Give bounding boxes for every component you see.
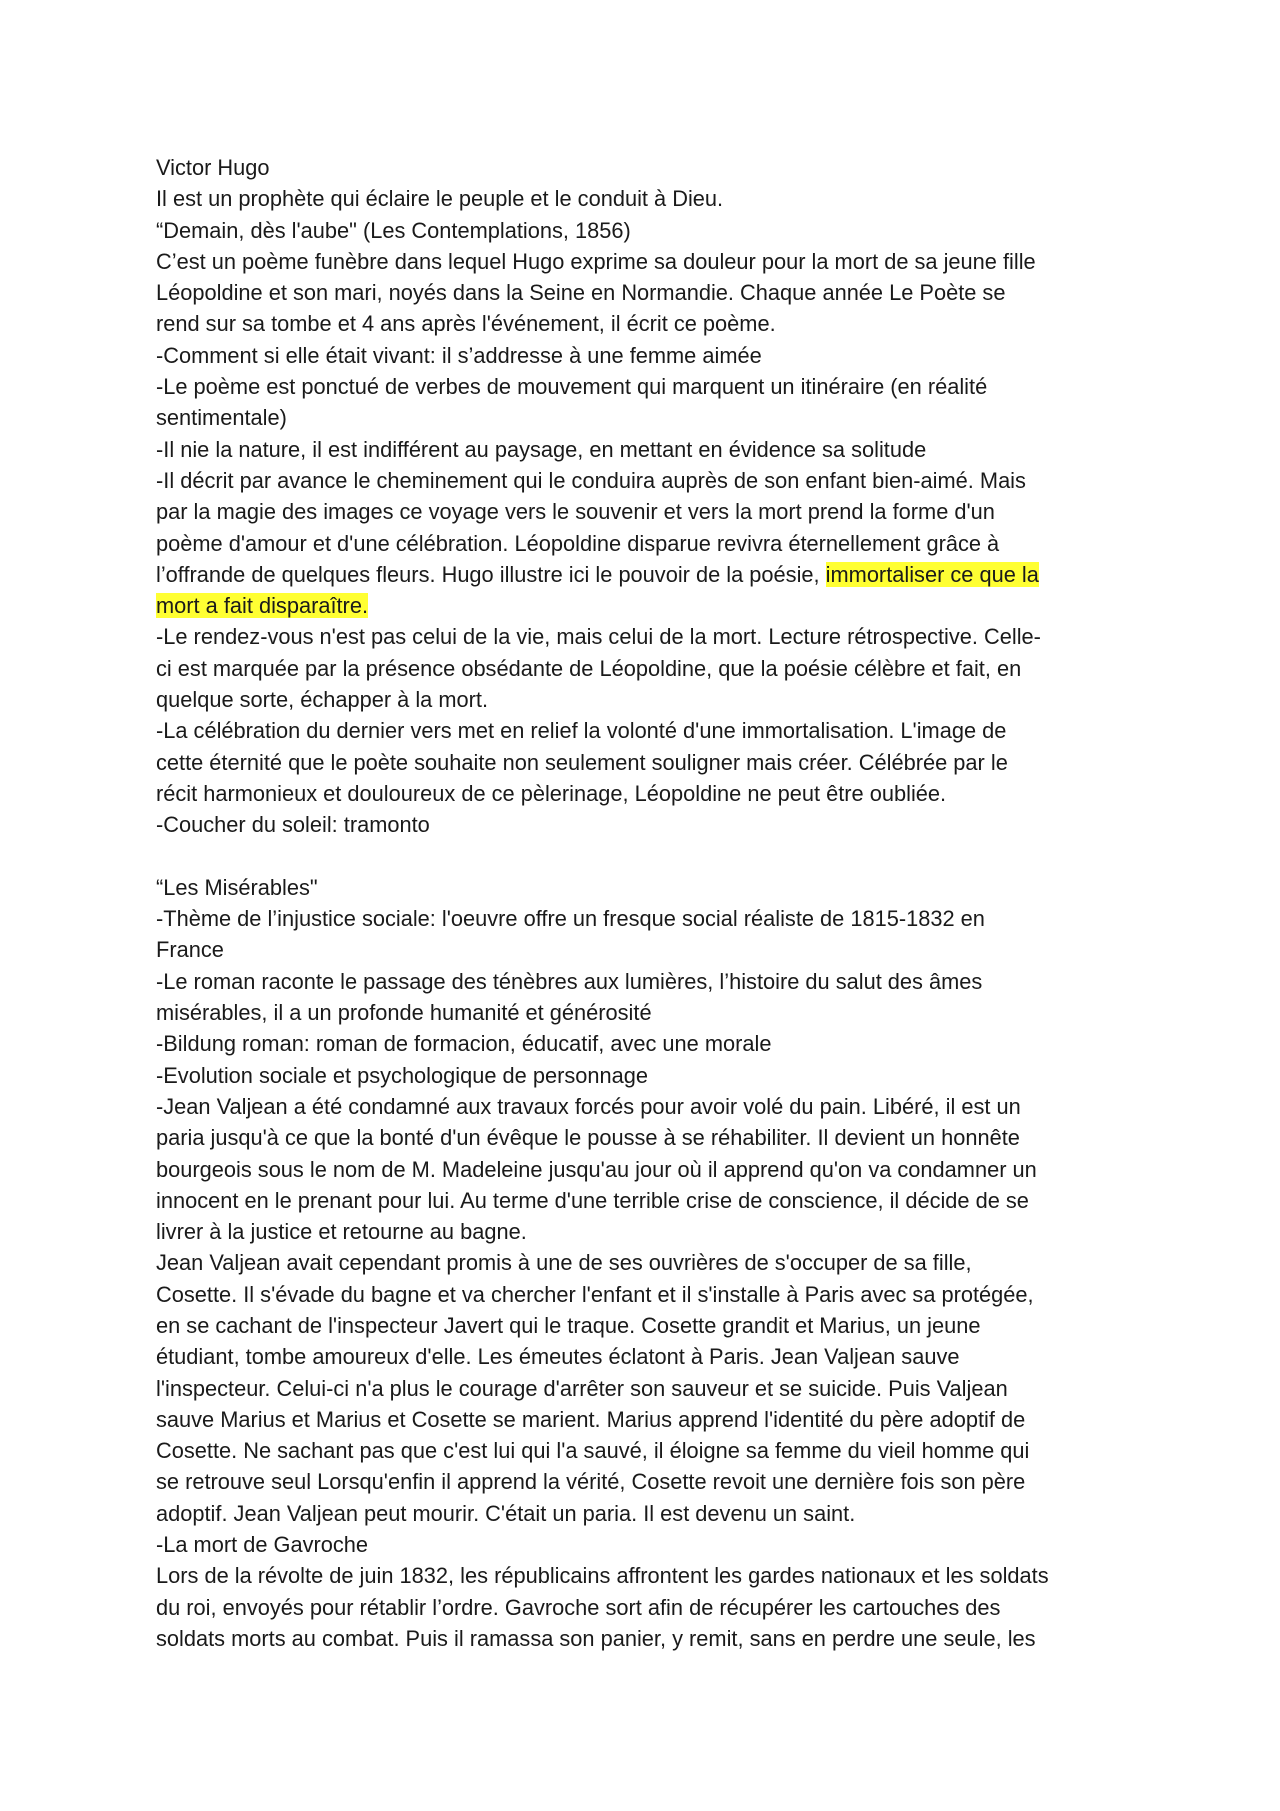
paragraph-line: -Thème de l’injustice sociale: l'oeuvre offre un fresque social réaliste de 1815-1832 en [156,906,985,932]
paragraph-line: sentimentale) [156,405,287,431]
paragraph-line: par la magie des images ce voyage vers le souvenir et vers la mort prend la forme d'un [156,499,995,525]
paragraph-line: paria jusqu'à ce que la bonté d'un évêque le pousse à se réhabiliter. Il devient un honnête [156,1125,1020,1151]
paragraph-line: innocent en le prenant pour lui. Au terme d'une terrible crise de conscience, il décide de se [156,1187,1029,1213]
paragraph-line: -Evolution sociale et psychologique de personnage [156,1062,648,1088]
paragraph-line: -Il nie la nature, il est indifférent au paysage, en mettant en évidence sa solitude [156,436,927,462]
paragraph-line: se retrouve seul Lorsqu'enfin il apprend la vérité, Cosette revoit une dernière fois son père [156,1469,1026,1495]
poem-title: “Demain, dès l'aube" (Les Contemplations, 1856) [156,217,631,243]
paragraph-line: -Le roman raconte le passage des ténèbres aux lumières, l’histoire du salut des âmes [156,968,983,994]
highlighted-text: mort a fait disparaître. [156,593,368,619]
paragraph-line: Cosette. Ne sachant pas que c'est lui qui l'a sauvé, il éloigne sa femme du vieil homme qui [156,1438,1030,1464]
paragraph-line: -La célébration du dernier vers met en relief la volonté d'une immortalisation. L'image de [156,718,1007,744]
paragraph-line: France [156,937,224,963]
paragraph-line: l'inspecteur. Celui-ci n'a plus le courage d'arrêter son sauveur et se suicide. Puis Valjean [156,1375,1008,1401]
paragraph-line: poème d'amour et d'une célébration. Léopoldine disparue revivra éternellement grâce à [156,530,1000,556]
paragraph-line: -Le rendez-vous n'est pas celui de la vie, mais celui de la mort. Lecture rétrospective. Celle- [156,624,1041,650]
paragraph-line: adoptif. Jean Valjean peut mourir. C'était un paria. Il est devenu un saint. [156,1500,856,1526]
paragraph-line: -Comment si elle était vivant: il s’addresse à une femme aimée [156,342,762,368]
paragraph-line: du roi, envoyés pour rétablir l’ordre. Gavroche sort afin de récupérer les cartouches des [156,1594,1001,1620]
paragraph-line: -Il décrit par avance le cheminement qui le conduira auprès de son enfant bien-aimé. Mais [156,467,1026,493]
blank-line [156,841,1136,872]
paragraph-line: Jean Valjean avait cependant promis à une de ses ouvrières de s'occuper de sa fille, [156,1250,972,1276]
paragraph-line: C’est un poème funèbre dans lequel Hugo exprime sa douleur pour la mort de sa jeune fille [156,248,1036,274]
paragraph-line: sauve Marius et Marius et Cosette se marient. Marius apprend l'identité du père adoptif de [156,1406,1026,1432]
paragraph-line: -Bildung roman: roman de formacion, éducatif, avec une morale [156,1031,772,1057]
paragraph-line: -La mort de Gavroche [156,1532,369,1558]
document-title: Victor Hugo [156,155,270,180]
intro-line: Il est un prophète qui éclaire le peuple et le conduit à Dieu. [156,186,724,212]
paragraph-line: misérables, il a un profonde humanité et générosité [156,1000,652,1026]
paragraph-line: -Coucher du soleil: tramonto [156,812,430,838]
paragraph-text: l’offrande de quelques fleurs. Hugo illustre ici le pouvoir de la poésie, [156,561,826,587]
paragraph-line: Léopoldine et son mari, noyés dans la Seine en Normandie. Chaque année Le Poète se [156,280,1006,306]
paragraph-line [156,590,1136,621]
paragraph-line [156,559,1136,590]
paragraph-line: quelque sorte, échapper à la mort. [156,687,488,713]
paragraph-line: -Le poème est ponctué de verbes de mouvement qui marquent un itinéraire (en réalité [156,374,988,400]
paragraph-line: cette éternité que le poète souhaite non seulement souligner mais créer. Célébrée par le [156,749,1008,775]
section-title: “Les Misérables" [156,874,318,900]
paragraph-line: soldats morts au combat. Puis il ramassa son panier, y remit, sans en perdre une seule, les [156,1625,1036,1651]
paragraph-line: -Jean Valjean a été condamné aux travaux forcés pour avoir volé du pain. Libéré, il est un [156,1093,1021,1119]
paragraph-line: ci est marquée par la présence obsédante de Léopoldine, que la poésie célèbre et fait, en [156,655,1022,681]
paragraph-line: bourgeois sous le nom de M. Madeleine jusqu'au jour où il apprend qu'on va condamner un [156,1156,1037,1182]
paragraph-line: rend sur sa tombe et 4 ans après l'événement, il écrit ce poème. [156,311,776,337]
paragraph-line: Lors de la révolte de juin 1832, les républicains affrontent les gardes nationaux et les soldats [156,1563,1049,1589]
paragraph-line: livrer à la justice et retourne au bagne. [156,1219,527,1245]
document-page [156,152,1136,1654]
highlighted-text: immortaliser ce que la [825,561,1039,587]
paragraph-line: Cosette. Il s'évade du bagne et va chercher l'enfant et il s'installe à Paris avec sa protégée, [156,1281,1034,1307]
paragraph-line: en se cachant de l'inspecteur Javert qui le traque. Cosette grandit et Marius, un jeune [156,1312,981,1338]
paragraph-line: récit harmonieux et douloureux de ce pèlerinage, Léopoldine ne peut être oubliée. [156,780,947,806]
paragraph-line: étudiant, tombe amoureux d'elle. Les émeutes éclatont à Paris. Jean Valjean sauve [156,1344,960,1370]
